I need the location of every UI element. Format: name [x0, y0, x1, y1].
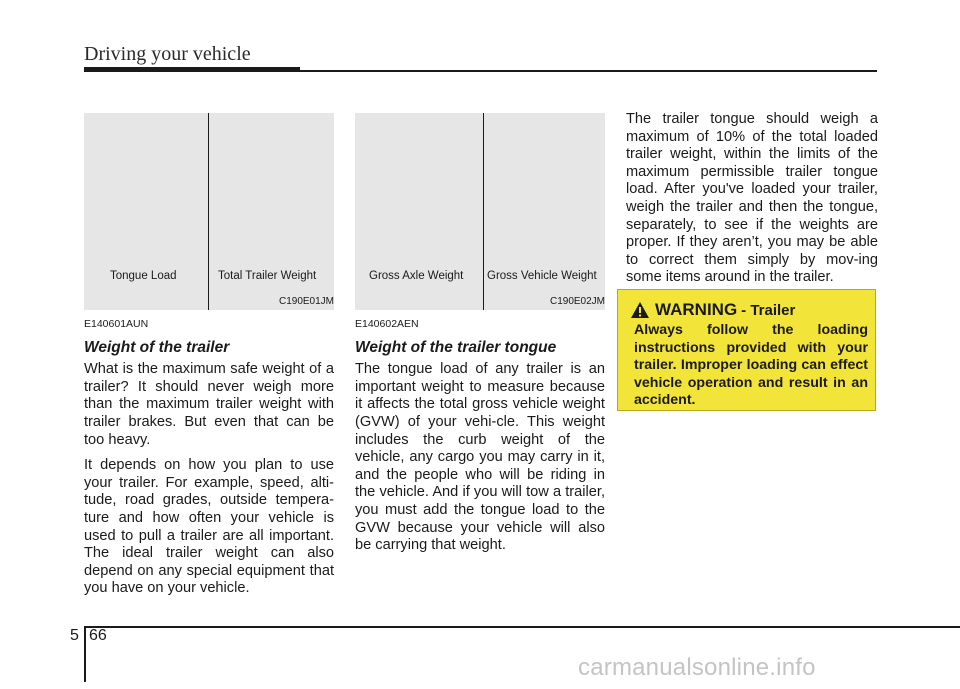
header-rule-thick — [84, 67, 300, 72]
figure-divider — [208, 113, 209, 310]
footer-rule-vertical — [84, 626, 86, 682]
section-code: E140602AEN — [355, 318, 419, 330]
warning-heading — [630, 300, 795, 320]
figure-code: C190E02JM — [549, 296, 605, 307]
page-header-title: Driving your vehicle — [84, 43, 251, 65]
watermark-text: carmanualsonline.info — [578, 654, 816, 681]
figure-label-gross-vehicle-weight: Gross Vehicle Weight — [487, 270, 597, 282]
section-weight-of-trailer — [84, 316, 334, 606]
header-rule-thin — [300, 70, 877, 72]
figure-label-total-trailer-weight: Total Trailer Weight — [218, 270, 317, 282]
paragraph: The tongue load of any trailer is an important weight to measure because it affects the total gross vehicle weight (GVW) of your vehi-cle. This weight includes the curb weight of the vehicle, any cargo you may carry in it, and the people who will be riding in the vehicle. And if you will tow a trailer, you must add the tongue load to the GVW because your vehicle will also be carrying that weight. — [355, 361, 605, 554]
warning-word: WARNING — [655, 300, 738, 319]
footer-page-number: 66 — [89, 627, 107, 644]
figure-vehicle-weight — [355, 113, 605, 310]
figure-code: C190E01JM — [278, 296, 334, 307]
section-weight-of-tongue — [355, 316, 605, 563]
warning-box — [617, 289, 876, 411]
warning-subheading: - Trailer — [741, 301, 796, 319]
figure-label-tongue-load: Tongue Load — [110, 270, 177, 282]
figure-label-gross-axle-weight: Gross Axle Weight — [369, 270, 464, 282]
section-code: E140601AUN — [84, 318, 149, 330]
section-tongue-limit — [626, 111, 878, 295]
footer-chapter-number: 5 — [70, 627, 79, 644]
warning-triangle-icon — [630, 301, 650, 319]
paragraph: It depends on how you plan to use your trailer. For example, speed, alti-tude, road grades, outside tempera-ture and how often your vehicle is used to pull a trailer are all important. The ideal trailer weight can also depend on any special equipment that you have on your vehicle. — [84, 457, 334, 597]
section-title: Weight of the trailer tongue — [355, 338, 557, 356]
paragraph: The trailer tongue should weigh a maximum of 10% of the total loaded trailer weight, within the limits of the maximum permissible trailer tongue load. After you've loaded your trailer, weigh the trailer and then the tongue, separately, to see if the weights are proper. If they aren’t, you may be able to correct them simply by mov-ing some items around in the trailer. — [626, 111, 878, 286]
figure-trailer-weight — [84, 113, 334, 310]
section-title: Weight of the trailer — [84, 338, 230, 356]
footer-rule-horizontal — [84, 626, 960, 628]
warning-body: Always follow the loading instructions provided with your trailer. Improper loading can effect vehicle operation and result in an accident. — [634, 322, 868, 408]
paragraph: What is the maximum safe weight of a trailer? It should never weigh more than the maximum trailer weight with trailer brakes. But even that can be too heavy. — [84, 361, 334, 448]
figure-divider — [483, 113, 484, 310]
